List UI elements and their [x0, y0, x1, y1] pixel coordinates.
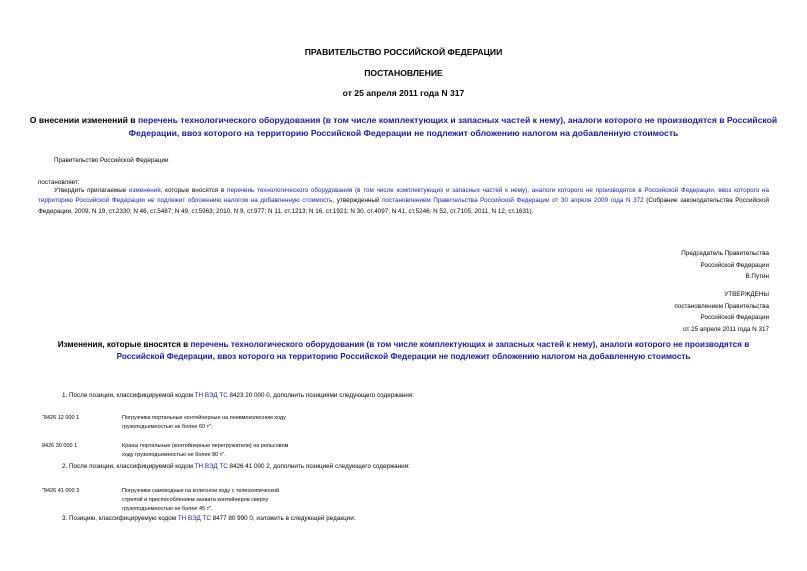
row-3-desc-line-1: Погрузчики самоходные на колесном ходу с телескопической: [122, 488, 280, 494]
item-3-prefix: 3. Позицию, классифицируемую кодом: [62, 515, 178, 522]
government-rf-text: Правительство Российской Федерации: [54, 157, 169, 164]
item-2-text: [62, 462, 410, 472]
p1-text-a: Утвердить прилагаемые: [54, 187, 130, 194]
approved-line-2: постановлением Правительства: [674, 302, 769, 310]
approved-line-3: Российской Федерации: [700, 314, 769, 322]
row-2-description: [122, 442, 288, 460]
signature-block: [681, 248, 769, 283]
item-2-suffix: 8426 41 000 2, дополнить позицией следующего содержания:: [227, 463, 410, 470]
item-1-suffix: 8423 20 000 0, дополнить позициями следующего содержания:: [227, 392, 415, 399]
document-type: ПОСТАНОВЛЕНИЕ: [364, 68, 443, 78]
signature-line-2: Российской Федерации: [700, 261, 769, 269]
row-2-code: 8426 30 000 1: [42, 443, 78, 449]
p1-text-d: (Собрание законодательства Российской Федерации, 2009, N 19, ст.2330; N 46, ст.5487; N 49, ст.5963; 2010, N 9, ст.977; N 11, ст.1213; N 16, ст.1921; N 30, ст.4097; N 41, ст.5246; N 52, ст.7105; 2011, N 12, ст.1631).: [38, 197, 769, 215]
approved-line-4: от 25 апреля 2011 года N 317: [683, 325, 769, 333]
decides-text: постановляет:: [38, 179, 80, 186]
changes-link[interactable]: изменения: [129, 187, 161, 194]
item-3-text: [62, 514, 355, 524]
item-1-text: [62, 391, 414, 401]
p1-text-b: , которые вносятся в: [160, 187, 228, 194]
paragraph-approve: [38, 186, 769, 217]
title-list-link[interactable]: перечень технологического оборудования (в том числе комплектующих и запасных частей к нему), аналоги которого не производятся в Российской Федерации, ввоз которого на территорию Российской Федерации не подлежит обложению налогом на добавленную стоимость: [128, 115, 778, 138]
row-3-code: "8426 41 000 3: [42, 488, 80, 494]
document-date: от 25 апреля 2011 года N 317: [342, 88, 465, 98]
title-prefix: О внесении изменений в: [29, 115, 138, 125]
tn-ved-link-2[interactable]: ТН ВЭД ТС: [194, 463, 228, 470]
row-1-description: [122, 414, 286, 432]
resolution-372-link[interactable]: постановлением Правительства Российской Федерации от 30 апреля 2009 года N 372: [382, 197, 644, 205]
row-1-desc-line-1: Погрузчики портальные контейнерные на пневмоколесном ходу: [122, 415, 286, 421]
row-1-desc-line-2: грузоподъемностью не более 60 т";: [122, 424, 213, 430]
row-1-code: "8426 12 000 1: [42, 415, 80, 421]
item-3-suffix: 8477 80 990 0, изложить в следующей редакции:: [210, 515, 356, 522]
signature-name: В.Путин: [745, 273, 769, 281]
row-3-desc-line-2: стрелой и приспособлением захвата контейнеров сверху: [122, 497, 269, 503]
item-2-prefix: 2. После позиции, классифицируемой кодом: [62, 463, 195, 470]
document-title: [26, 114, 781, 140]
signature-line-1: Председатель Правительства: [681, 250, 769, 257]
row-2-desc-line-2: ходу грузоподъемностью не более 80 т".: [122, 452, 226, 458]
approved-block: [674, 289, 769, 335]
item-1-prefix: 1. После позиции, классифицируемой кодом: [62, 392, 195, 399]
row-3-description: [122, 487, 279, 514]
approved-line-1: УТВЕРЖДЕНЫ: [724, 291, 769, 298]
government-heading: ПРАВИТЕЛЬСТВО РОССИЙСКОЙ ФЕДЕРАЦИИ: [304, 47, 503, 57]
equipment-list-link[interactable]: перечень технологического оборудования (в том числе комплектующих и запасных частей к нему), аналоги которого не производятся в Российской Федерации, ввоз которого на территорию Российской Федерации не подлежит обложению налогом на добавленную стоимость: [38, 187, 769, 205]
tn-ved-link-3[interactable]: ТН ВЭД ТС: [177, 515, 211, 522]
changes-title: [48, 339, 759, 363]
row-2-desc-line-1: Краны портальные (контейнерные перегружатели) на рельсовом: [122, 443, 289, 449]
changes-title-prefix: Изменения, которые вносятся в: [57, 340, 191, 349]
p1-text-c: , утвержденный: [332, 197, 383, 205]
changes-title-link[interactable]: перечень технологического оборудования (в том числе комплектующих и запасных частей к нему), аналоги которого не производятся в Российской Федерации, ввоз которого на территорию Российской Федерации не подлежит обложению налогом на добавленную стоимость: [116, 340, 750, 362]
row-3-desc-line-3: грузоподъемностью не более 45 т".: [122, 506, 213, 512]
tn-ved-link-1[interactable]: ТН ВЭД ТС: [194, 392, 228, 399]
